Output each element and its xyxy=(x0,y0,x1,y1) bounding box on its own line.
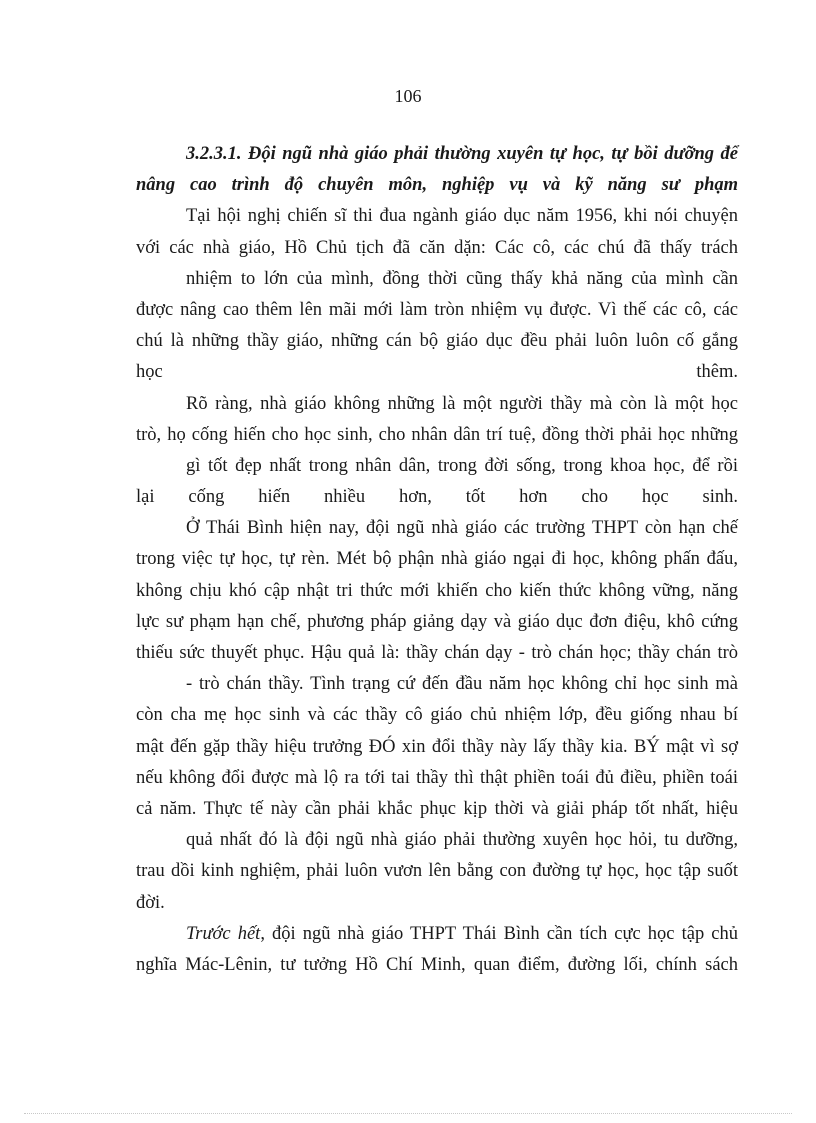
text-line xyxy=(136,825,738,856)
line-text: học thêm. xyxy=(136,362,738,383)
text-line xyxy=(136,513,738,544)
body-text xyxy=(136,139,738,981)
line-text: gì tốt đẹp nhất trong nhân dân, trong đời sống, trong khoa học, để rồi xyxy=(186,455,738,476)
text-line xyxy=(136,233,738,264)
line-text: lực sư phạm hạn chế, phương pháp giảng dạy và giáo dục đơn điệu, khô cứng xyxy=(136,611,738,632)
text-line xyxy=(136,295,738,326)
line-text: được nâng cao thêm lên mãi mới làm tròn nhiệm vụ được. Vì thế các cô, các xyxy=(136,299,738,320)
line-text: thiếu sức thuyết phục. Hậu quả là: thầy chán dạy - trò chán học; thầy chán trò xyxy=(136,643,738,663)
line-text: quả nhất đó là đội ngũ nhà giáo phải thường xuyên học hỏi, tu dưỡng, xyxy=(186,830,738,851)
text-line xyxy=(136,264,738,295)
section-heading-line xyxy=(136,139,738,170)
text-line xyxy=(136,544,738,575)
footer-divider xyxy=(24,1113,792,1114)
line-text: Rõ ràng, nhà giáo không những là một người thầy mà còn là một học xyxy=(186,393,738,414)
line-text: trong việc tự học, tự rèn. Mét bộ phận nhà giáo ngại đi học, không phấn đấu, xyxy=(136,549,738,570)
text-line xyxy=(136,576,738,607)
line-text: mật đến gặp thầy hiệu trưởng ĐÓ xin đổi thầy này lấy thầy kia. BÝ mật vì sợ xyxy=(136,736,738,757)
line-text: , đội ngũ nhà giáo THPT Thái Bình cần tích cực học tập chủ xyxy=(260,923,738,944)
line-text: Tại hội nghị chiến sĩ thi đua ngành giáo dục năm 1956, khi nói chuyện xyxy=(186,206,738,227)
line-text: nâng cao trình độ chuyên môn, nghiệp vụ và kỹ năng sư phạm xyxy=(136,175,738,196)
line-text: không chịu khó cập nhật tri thức mới khiến cho kiến thức không vững, năng xyxy=(136,580,738,601)
text-line xyxy=(136,389,738,420)
text-line xyxy=(136,732,738,763)
line-text: - trò chán thầy. Tình trạng cứ đến đầu năm học không chỉ học sinh mà xyxy=(186,674,738,695)
text-line xyxy=(136,482,738,513)
line-text: cả năm. Thực tế này cần phải khắc phục kịp thời và giải pháp tốt nhất, hiệu xyxy=(136,798,738,819)
line-text: trò, họ cống hiến cho học sinh, cho nhân dân trí tuệ, đồng thời phải học những xyxy=(136,424,738,445)
text-line xyxy=(136,201,738,232)
text-line xyxy=(136,451,738,482)
text-line xyxy=(136,950,738,981)
line-text: trau dồi kinh nghiệm, phải luôn vươn lên bằng con đường tự học, học tập suốt xyxy=(136,861,738,882)
text-line xyxy=(136,638,738,669)
line-text: lại cống hiến nhiều hơn, tốt hơn cho học sinh. xyxy=(136,487,738,508)
text-line xyxy=(136,326,738,357)
line-text: Ở Thái Bình hiện nay, đội ngũ nhà giáo các trường THPT còn hạn chế xyxy=(186,518,738,539)
text-line xyxy=(136,856,738,887)
text-line xyxy=(136,420,738,451)
line-text: nghĩa Mác-Lênin, tư tưởng Hồ Chí Minh, quan điểm, đường lối, chính sách xyxy=(136,954,738,975)
text-line xyxy=(136,700,738,731)
line-text: với các nhà giáo, Hồ Chủ tịch đã căn dặn: Các cô, các chú đã thấy trách xyxy=(136,237,738,258)
text-line xyxy=(136,669,738,700)
section-heading-line xyxy=(136,170,738,201)
text-line xyxy=(136,794,738,825)
line-text: 3.2.3.1. Đội ngũ nhà giáo phải thường xuyên tự học, tự bồi dưỡng để xyxy=(186,144,738,164)
line-text: nhiệm to lớn của mình, đồng thời cũng thấy khả năng của mình cần xyxy=(186,268,738,289)
text-line xyxy=(136,763,738,794)
text-line xyxy=(136,607,738,638)
page-number: 106 xyxy=(394,86,422,106)
text-line xyxy=(136,919,738,950)
italic-lead: Trước hết xyxy=(186,923,261,944)
line-text: nếu không đổi được mà lộ ra tới tai thầy thì thật phiền toái đủ điều, phiền toái xyxy=(136,767,738,788)
text-line xyxy=(136,357,738,388)
line-text: còn cha mẹ học sinh và các thầy cô giáo chủ nhiệm lớp, đều giống nhau bí xyxy=(136,705,738,726)
text-line xyxy=(136,888,738,919)
line-text: chú là những thầy giáo, những cán bộ giáo dục đều phải luôn luôn cố gắng xyxy=(136,331,738,352)
line-text: đời. xyxy=(136,892,165,913)
